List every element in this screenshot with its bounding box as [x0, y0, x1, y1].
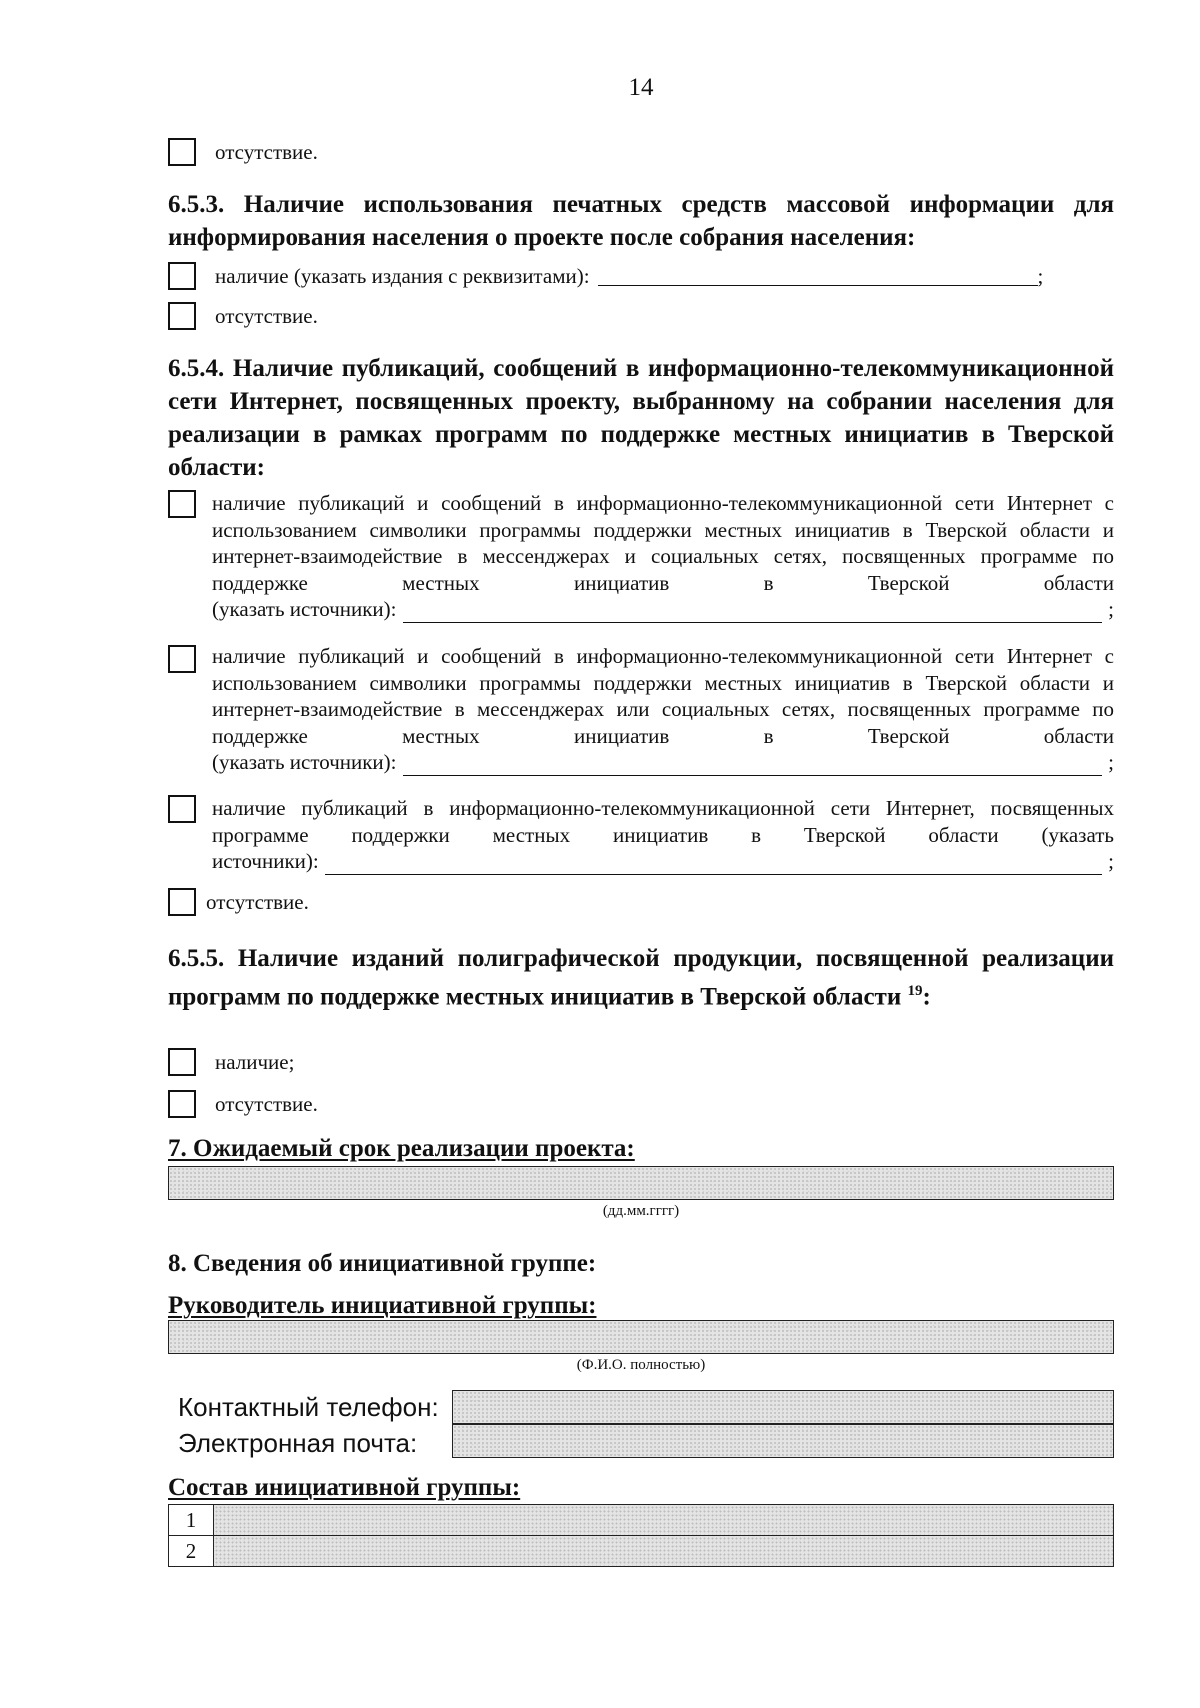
checkbox[interactable] [168, 1048, 196, 1076]
expected-date-field[interactable] [168, 1166, 1114, 1200]
option-654-3 [168, 795, 1114, 875]
option-654-2 [168, 643, 1114, 776]
checkbox[interactable] [168, 1090, 196, 1118]
option-label: отсутствие. [215, 1091, 318, 1116]
option-label: отсутствие. [215, 303, 318, 328]
section-8-title: 8. Сведения об инициативной группе: [168, 1250, 597, 1277]
page-number: 14 [628, 74, 654, 101]
members-title: Состав инициативной группы: [168, 1474, 521, 1501]
checkbox[interactable] [168, 302, 196, 330]
member-name-field[interactable] [214, 1505, 1114, 1536]
checkbox[interactable] [168, 645, 196, 673]
leader-title: Руководитель инициативной группы: [168, 1292, 597, 1319]
option-absence-top [168, 138, 318, 166]
leader-name-caption: (Ф.И.О. полностью) [576, 1357, 706, 1373]
option-653-presence [168, 262, 1114, 290]
option-text: наличие публикаций в информационно-телекоммуникационной сети Интернет, посвященных программе поддержки местных инициатив в Тверской области (указать [212, 796, 1114, 847]
option-text: наличие публикаций и сообщений в информационно-телекоммуникационной сети Интернет с использованием символики программы поддержки местных инициатив в Тверской области и интернет-взаимодействие в мессенджерах или социальных сетях, посвященных программе по поддержке местных инициатив в Тверской области [212, 644, 1114, 748]
option-label: наличие; [215, 1049, 295, 1074]
phone-field[interactable] [452, 1390, 1114, 1424]
email-field[interactable] [452, 1424, 1114, 1458]
fill-in-line[interactable] [325, 855, 1102, 875]
table-row [169, 1505, 1114, 1536]
option-655-presence [168, 1048, 294, 1076]
members-table [168, 1504, 1114, 1567]
option-tail: источники): [212, 849, 319, 873]
fill-in-line[interactable] [403, 603, 1103, 623]
option-654-1 [168, 490, 1114, 623]
option-tail: (указать источники): [212, 750, 397, 774]
line-end: ; [1108, 597, 1114, 621]
section-title-text: 6.5.5. Наличие изданий полиграфической продукции, посвященной реализации программ по поддержке местных инициатив в Тверской области [168, 945, 1114, 1011]
option-tail: (указать источники): [212, 597, 397, 621]
option-text: наличие публикаций и сообщений в информационно-телекоммуникационной сети Интернет с использованием символики программы поддержки местных инициатив в Тверской области и интернет-взаимодействие в мессенджерах и социальных сетях, посвященных программе по поддержке местных инициатив в Тверской области [212, 491, 1114, 595]
member-number: 2 [169, 1536, 214, 1567]
fill-in-line[interactable] [403, 756, 1103, 776]
section-6-5-4-title: 6.5.4. Наличие публикаций, сообщений в информационно-телекоммуникационной сети Интернет, посвященных проекту, выбранному на собрании населения для реализации в рамках программ по поддержке местных инициатив в Тверской области: [168, 355, 1114, 481]
email-label: Электронная почта: [178, 1428, 418, 1458]
option-label: наличие (указать издания с реквизитами): [215, 263, 590, 288]
phone-label: Контактный телефон: [178, 1392, 439, 1422]
option-654-absence [168, 888, 309, 916]
line-end: ; [1108, 849, 1114, 873]
checkbox[interactable] [168, 138, 196, 166]
option-label: отсутствие. [215, 139, 318, 164]
line-end: ; [1108, 750, 1114, 774]
title-colon: : [922, 983, 931, 1011]
section-7-title: 7. Ожидаемый срок реализации проекта: [168, 1135, 635, 1162]
checkbox[interactable] [168, 888, 196, 916]
member-name-field[interactable] [214, 1536, 1114, 1567]
fill-in-line[interactable] [598, 266, 1038, 286]
section-6-5-5-title [168, 942, 1114, 1013]
line-end: ; [1037, 263, 1044, 288]
option-label: отсутствие. [206, 889, 309, 914]
section-6-5-3-title: 6.5.3. Наличие использования печатных средств массовой информации для информирования населения о проекте после собрания населения: [168, 191, 1114, 251]
option-653-absence [168, 302, 318, 330]
date-format-caption: (дд.мм.гггг) [602, 1203, 680, 1219]
member-number: 1 [169, 1505, 214, 1536]
table-row [169, 1536, 1114, 1567]
option-655-absence [168, 1090, 318, 1118]
leader-name-field[interactable] [168, 1320, 1114, 1354]
checkbox[interactable] [168, 490, 196, 518]
checkbox[interactable] [168, 795, 196, 823]
checkbox[interactable] [168, 262, 196, 290]
footnote-mark: 19 [907, 983, 923, 999]
